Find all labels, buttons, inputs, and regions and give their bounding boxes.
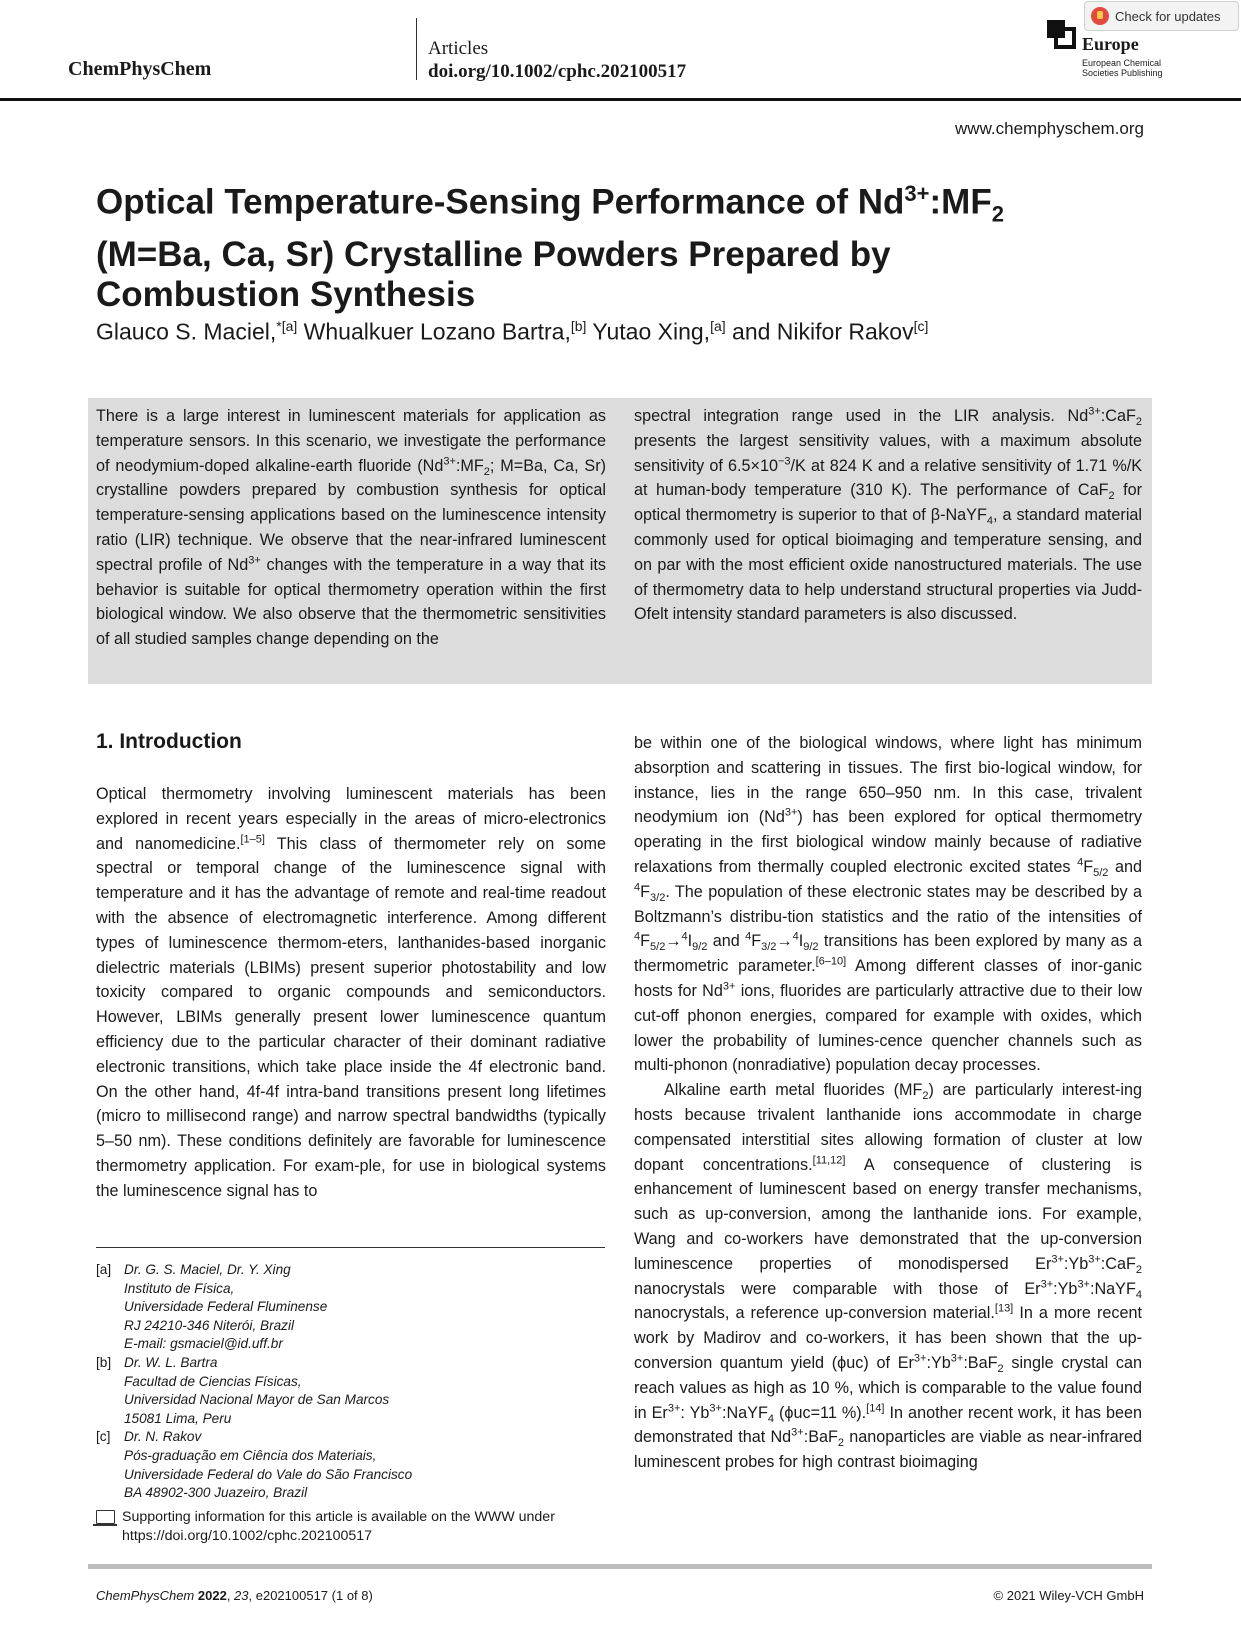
author-affiliation: [a] xyxy=(710,318,726,334)
affiliation-footnotes xyxy=(96,1261,616,1503)
footer-citation: ChemPhysChem 2022, 23, e202100517 (1 of 8) xyxy=(96,1588,373,1603)
publisher-logo-subtitle: European Chemical Societies Publishing xyxy=(1082,58,1163,78)
intro-column-left: Optical thermometry involving luminescent materials has been explored in recent years especially in the areas of micro-electronics and nanomedicine.[1–5] This class of thermometer rely on some spectral or temporal change of the luminescence signal with temperature and it has the advantage of remote and real-time readout with the absence of electromagnetic interference. Among different types of luminescence thermom-eters, lanthanides-based inorganic dielectric materials (LBIMs) present superior photostability and low toxicity compared to organic compounds and semiconductors. However, LBIMs generally present lower luminescence quantum efficiency due to the particular character of their dominant radiative electronic transitions, which take place inside the 4f electronic band. On the other hand, 4f-4f intra-band transitions present long lifetimes (micro to millisecond range) and narrow spectral bandwidths (typically 5–50 nm). These conditions definitely are favorable for luminescence thermometry application. For exam-ple, for use in biological systems the luminescence signal has to xyxy=(96,785,607,1200)
check-updates-icon xyxy=(1091,7,1109,25)
laptop-icon xyxy=(96,1510,115,1524)
section-heading-introduction: 1. Introduction xyxy=(96,730,242,753)
author-affiliation: [b] xyxy=(570,318,587,334)
header-rule xyxy=(0,98,1241,101)
author-email-link[interactable]: E-mail: gsmaciel@id.uff.br xyxy=(124,1336,283,1352)
author-name: and Nikifor Rakov xyxy=(732,318,914,345)
footer-bar xyxy=(88,1564,1152,1569)
header-divider xyxy=(416,18,417,80)
check-for-updates-button[interactable] xyxy=(1084,1,1239,31)
author-name: Glauco S. Maciel, xyxy=(96,318,277,345)
doi-link[interactable]: doi.org/10.1002/cphc.202100517 xyxy=(428,61,687,82)
footnote-item: [c] Dr. N. Rakov Pós-graduação em Ciência dos Materiais, Universidade Federal do Vale do São Francisco BA 48902-300 Juazeiro, Brazil xyxy=(96,1429,413,1501)
journal-name: ChemPhysChem xyxy=(68,58,212,80)
author-affiliation: *[a] xyxy=(276,318,298,334)
footnote-item: [b] Dr. W. L. Bartra Facultad de Ciencias Físicas, Universidad Nacional Mayor de San Marcos 15081 Lima, Peru xyxy=(96,1354,390,1426)
article-section-label: Articles xyxy=(428,38,489,59)
publisher-logo-name: Europe xyxy=(1082,34,1139,54)
abstract-text-right: spectral integration range used in the LIR analysis. $Nd^{3+}:CaF_2$ presents the largest sensitivity values, with a maximum absolute sensitivity of $6.5\times 10^{-3}/K$ at 824 K and a relative sensitivity of 1.71 %/K at human-body temperature (310 K). The performance of CaF$_2$ for optical thermometry is superior to that of β-NaYF$_4$, a standard material commonly used for optical bioimaging and temperature sensing, and on par with the most efficient oxide nanostructured materials. The use of thermometry data to help understand structural properties via Judd-Ofelt intensity standard parameters is also discussed. xyxy=(634,405,1143,624)
check-updates-label: Check for updates xyxy=(1115,8,1221,24)
chemistry-europe-logo-icon xyxy=(1047,20,1077,50)
supporting-information-note xyxy=(96,1508,606,1546)
author-name: Yutao Xing, xyxy=(592,318,711,345)
author-name: Whualkuer Lozano Bartra, xyxy=(303,318,571,345)
journal-website-link[interactable]: www.chemphyschem.org xyxy=(955,119,1144,138)
supporting-information-link[interactable]: Supporting information for this article is available on the WWW under https://doi.org/10.1002/cphc.202100517 xyxy=(122,1509,555,1544)
intro-column-right: be within one of the biological windows, where light has minimum absorption and scattering in tissues. The first bio-logical window, for instance, lies in the range 650–950 nm. In this case, trivalent neodymium ion $(Nd^{3+})$ has been explored for optical thermometry operating in the first biological window mainly because of radiative relaxations from thermally coupled electronic excited states $^4F_{5/2}$ and $^4F_{3/2}$. The population of these electronic states may be described by a Boltzmann’s distribu-tion statistics and the ratio of the intensities of $^4F_{5/2}\to^4I_{9/2}$ and $^4F_{3/2}\to^4I_{9/2}$ transitions has been explored by many as a thermometric parameter.[6–10] Among different classes of inor-ganic hosts for $Nd^{3+}$ ions, fluorides are particularly attractive due to their low cut-off phonon energies, compared for example with oxides, which lower the probability of lumines-cence quencher channels such as multi-phonon (nonradiative) population decay processes. Alkaline earth metal fluorides $(MF_2)$ are particularly interest-ing hosts because trivalent lanthanide ions accommodate in charge compensated interstitial sites allowing formation of cluster at low dopant concentrations.[11,12] A consequence of clustering is enhancement of luminescent based on energy transfer mechanisms, such as up-conversion, among the lanthanide ions. For example, Wang and co-workers have demonstrated that the up-conversion luminescence properties of monodispersed $Er^{3+}:Yb^{3+}:CaF_2$ nanocrystals were comparable with those of $Er^{3+}:Yb^{3+}:NaYF_4$ nanocrystals, a reference up-conversion material.[13] In a more recent work by Madirov and co-workers, it has been shown that the up-conversion quantum yield (ϕuc) of $Er^{3+}:Yb^{3+}:BaF_2$ single crystal can reach values as high as 10 %, which is comparable to the value found in $Er^{3+}$: $Yb^{3+}:NaYF_4$ (ϕuc=11 %).[14] In another recent work, it has been demonstrated that $Nd^{3+}:BaF_2$ nanoparticles are viable as near-infrared luminescent probes for high contrast bioimaging xyxy=(634,734,1143,1472)
author-list xyxy=(96,318,928,346)
author-affiliation: [c] xyxy=(913,318,929,334)
footer-copyright: © 2021 Wiley-VCH GmbH xyxy=(993,1588,1144,1603)
article-title: Optical Temperature-Sensing Performance of $Nd^{3+}:MF_2$ (M=Ba, Ca, Sr) Crystalline Powders Prepared by Combustion Synthesis xyxy=(96,181,1004,314)
footnote-item: [a] Dr. G. S. Maciel, Dr. Y. Xing Instituto de Física, Universidade Federal Fluminense RJ 24210-346 Niterói, Brazil E-mail: gsmaciel@id.uff.br xyxy=(96,1261,616,1354)
footnote-rule xyxy=(96,1247,605,1248)
abstract-text-left: There is a large interest in luminescent materials for application as temperature sensors. In this scenario, we investigate the performance of neodymium-doped alkaline-earth fluoride ($Nd^{3+}:MF_2$; M=Ba, Ca, Sr) crystalline powders prepared by combustion synthesis for optical temperature-sensing applications based on the luminescence intensity ratio (LIR) technique. We observe that the near-infrared luminescent spectral profile of $Nd^{3+}$ changes with the temperature in a way that its behavior is suitable for optical thermometry operation within the first biological window. We also observe that the thermometric sensitivities of all studied samples change depending on the xyxy=(96,407,606,649)
